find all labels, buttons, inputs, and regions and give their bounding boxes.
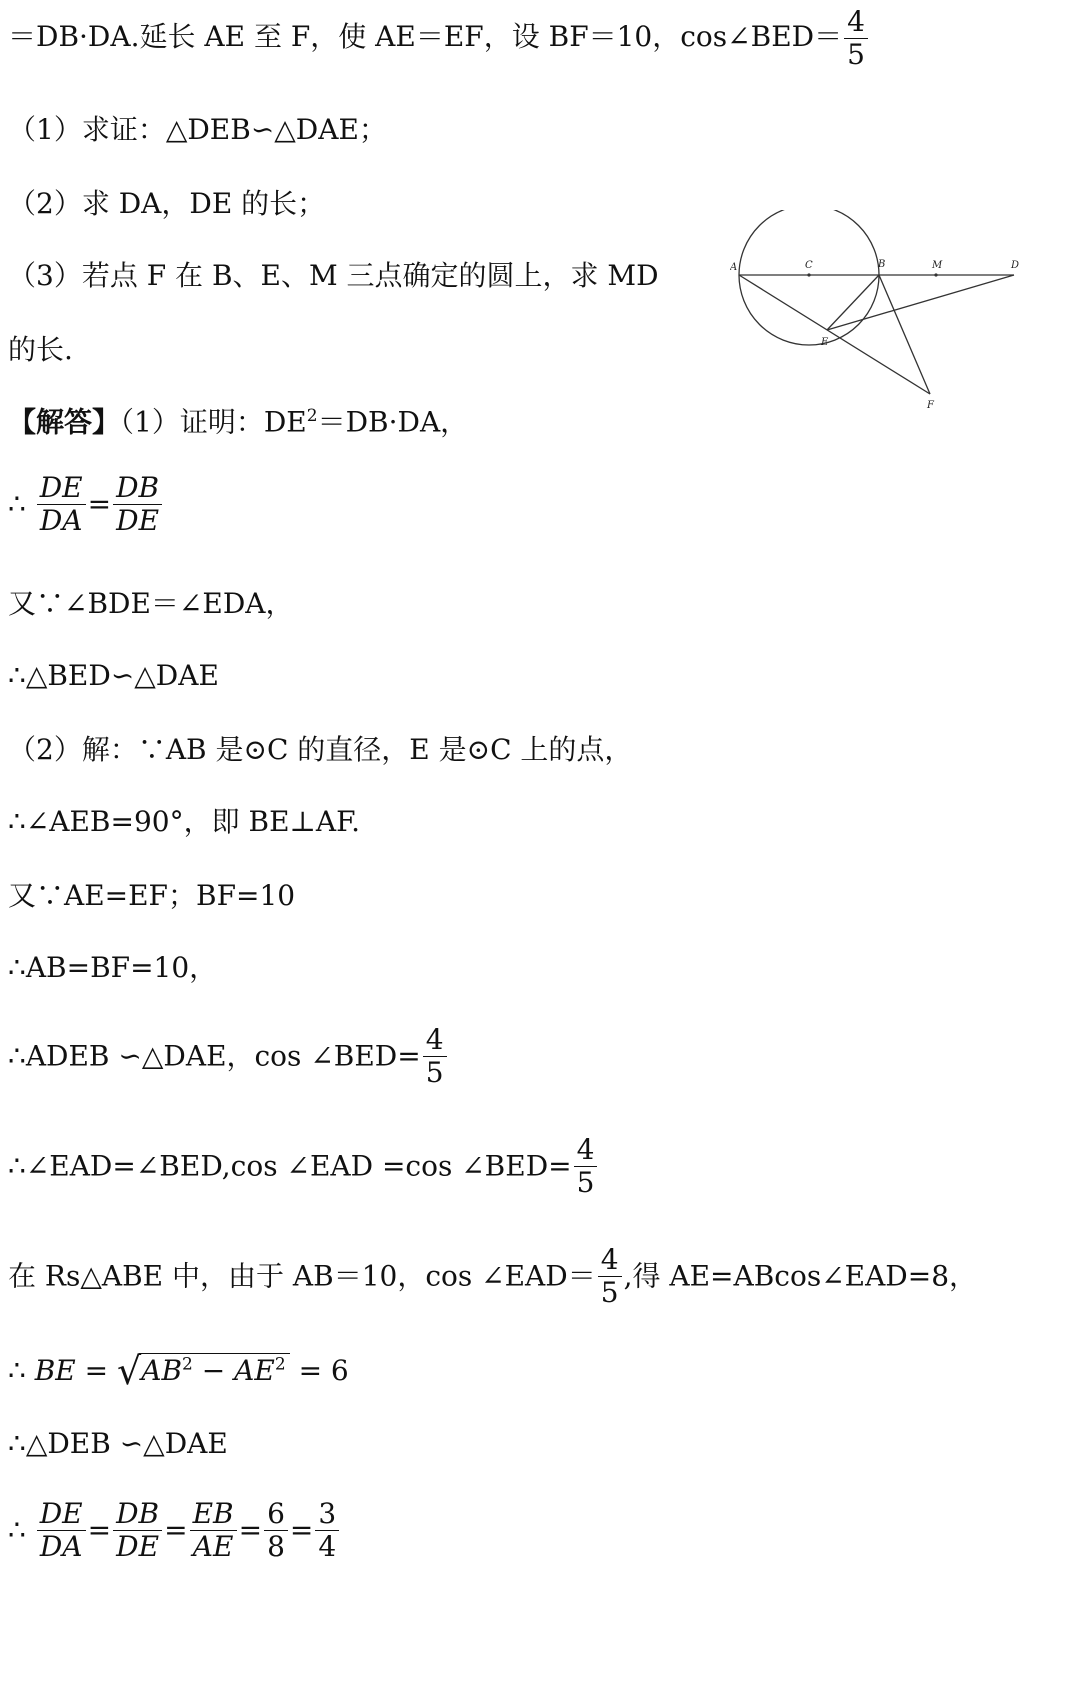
solution-line-3: 又∵∠BDE＝∠EDA， — [8, 587, 294, 620]
solution-line-4: ∴△BED∽△DAE — [8, 659, 219, 692]
solution-line-2 — [8, 472, 164, 537]
solution-line-14 — [8, 1498, 341, 1563]
fraction-de-da — [37, 472, 86, 537]
superscript: 2 — [306, 406, 318, 426]
label-e: E — [821, 337, 829, 348]
solution-line-5: （2）解：∵AB 是⊙C 的直径，E 是⊙C 上的点， — [8, 733, 633, 766]
problem-line-1 — [8, 6, 870, 71]
question-3-continued: 的长. — [8, 333, 73, 366]
fraction-denominator: 5 — [576, 1166, 595, 1200]
question-2: （2）求 DA，DE 的长； — [8, 187, 326, 220]
fraction-denominator: 8 — [267, 1530, 285, 1564]
question-1: （1）求证：△DEB∽△DAE； — [8, 113, 387, 146]
equals-sign: = — [238, 1513, 263, 1547]
fraction-denominator: DE — [116, 1530, 160, 1564]
solution-proof-start: （1）证明：DE — [120, 405, 307, 439]
fraction-db-de — [113, 472, 162, 537]
fraction-de-da — [37, 1498, 86, 1563]
geometry-figure — [730, 210, 1030, 435]
fraction-denominator: 5 — [600, 1276, 619, 1310]
fraction-denominator: 4 — [318, 1530, 337, 1564]
label-m: M — [932, 260, 943, 271]
fraction-numerator: DB — [113, 472, 162, 505]
line-bf — [879, 275, 930, 394]
fraction-denominator: AE — [192, 1530, 234, 1564]
fraction-db-de — [113, 1498, 162, 1563]
fraction-eb-ae — [190, 1498, 237, 1563]
superscript: 2 — [274, 1354, 286, 1375]
fraction-4-5 — [598, 1244, 622, 1309]
equals-sign: = — [289, 1513, 314, 1547]
fraction-4-5 — [423, 1024, 447, 1089]
fraction-4-5 — [574, 1134, 598, 1199]
fraction-numerator: 4 — [844, 6, 868, 39]
therefore-symbol: ∴ — [8, 1354, 26, 1387]
fraction-numerator: 4 — [423, 1024, 447, 1057]
fraction-numerator: DE — [37, 1498, 86, 1531]
be-symbol: BE — [34, 1354, 76, 1387]
point-m — [934, 273, 937, 276]
fraction-denominator: DA — [39, 1530, 83, 1564]
equals-sign: = — [87, 487, 112, 521]
label-d: D — [1011, 260, 1020, 271]
cos-bed-statement: ∴ADEB ∽△DAE，cos ∠BED= — [8, 1039, 421, 1073]
label-b: B — [878, 259, 886, 270]
fraction-numerator: 6 — [264, 1498, 288, 1531]
solution-line-12 — [8, 1349, 349, 1393]
superscript: 2 — [182, 1354, 193, 1375]
solution-line-11 — [8, 1244, 977, 1309]
equals-sign: = — [87, 1513, 112, 1547]
solution-line-10 — [8, 1134, 599, 1199]
problem-line-1-text: ＝DB·DA.延长 AE 至 F，使 AE＝EF，设 BF＝10，cos∠BED＝ — [8, 20, 843, 54]
therefore-symbol: ∴ — [8, 1513, 26, 1547]
solution-heading: 【解答】 — [8, 405, 121, 439]
solution-line-8: ∴AB=BF=10， — [8, 951, 218, 984]
fraction-denominator: 5 — [847, 38, 865, 72]
fraction-denominator: DA — [39, 504, 83, 538]
solution-line-1 — [8, 405, 469, 439]
cos-bed-fraction — [844, 6, 868, 71]
fraction-numerator: DE — [37, 472, 86, 505]
line-af — [739, 275, 930, 394]
be-result: = 6 — [298, 1354, 349, 1387]
label-a: A — [730, 262, 738, 273]
fraction-numerator: DB — [113, 1498, 162, 1531]
minus-sign: − — [201, 1354, 226, 1387]
sqrt-radicand — [139, 1353, 289, 1388]
ae-symbol: AE — [234, 1354, 275, 1387]
fraction-numerator: 4 — [574, 1134, 598, 1167]
label-c: C — [805, 260, 813, 271]
fraction-denominator: 5 — [425, 1056, 444, 1090]
solution-line-9 — [8, 1024, 449, 1089]
circle-c — [739, 210, 879, 345]
solution-line-13: ∴△DEB ∽△DAE — [8, 1427, 228, 1460]
solution-line-7: 又∵AE=EF；BF=10 — [8, 879, 296, 912]
fraction-6-8 — [264, 1498, 288, 1563]
label-f: F — [927, 400, 934, 411]
fraction-numerator: 4 — [598, 1244, 622, 1277]
fraction-denominator: DE — [116, 504, 160, 538]
sqrt-icon: √ — [117, 1349, 142, 1393]
cos-ead-statement: ∴∠EAD=∠BED,cos ∠EAD =cos ∠BED= — [8, 1149, 572, 1183]
solution-line-6: ∴∠AEB=90°，即 BE⊥AF. — [8, 805, 361, 838]
ab-symbol: AB — [141, 1354, 183, 1387]
fraction-numerator: EB — [190, 1498, 237, 1531]
therefore-symbol: ∴ — [8, 487, 26, 521]
right-triangle-statement: 在 Rs△ABE 中，由于 AB＝10，cos ∠EAD＝ — [8, 1259, 596, 1293]
solution-proof-end: ＝DB·DA， — [317, 405, 469, 439]
ae-result: ,得 AE=ABcos∠EAD=8， — [623, 1259, 978, 1293]
equals-sign: = — [84, 1354, 109, 1387]
fraction-numerator: 3 — [315, 1498, 339, 1531]
equals-sign: = — [164, 1513, 188, 1547]
question-3: （3）若点 F 在 B、E、M 三点确定的圆上，求 MD — [8, 259, 659, 292]
fraction-3-4 — [315, 1498, 339, 1563]
point-c — [807, 273, 810, 276]
line-ed — [827, 275, 1014, 330]
